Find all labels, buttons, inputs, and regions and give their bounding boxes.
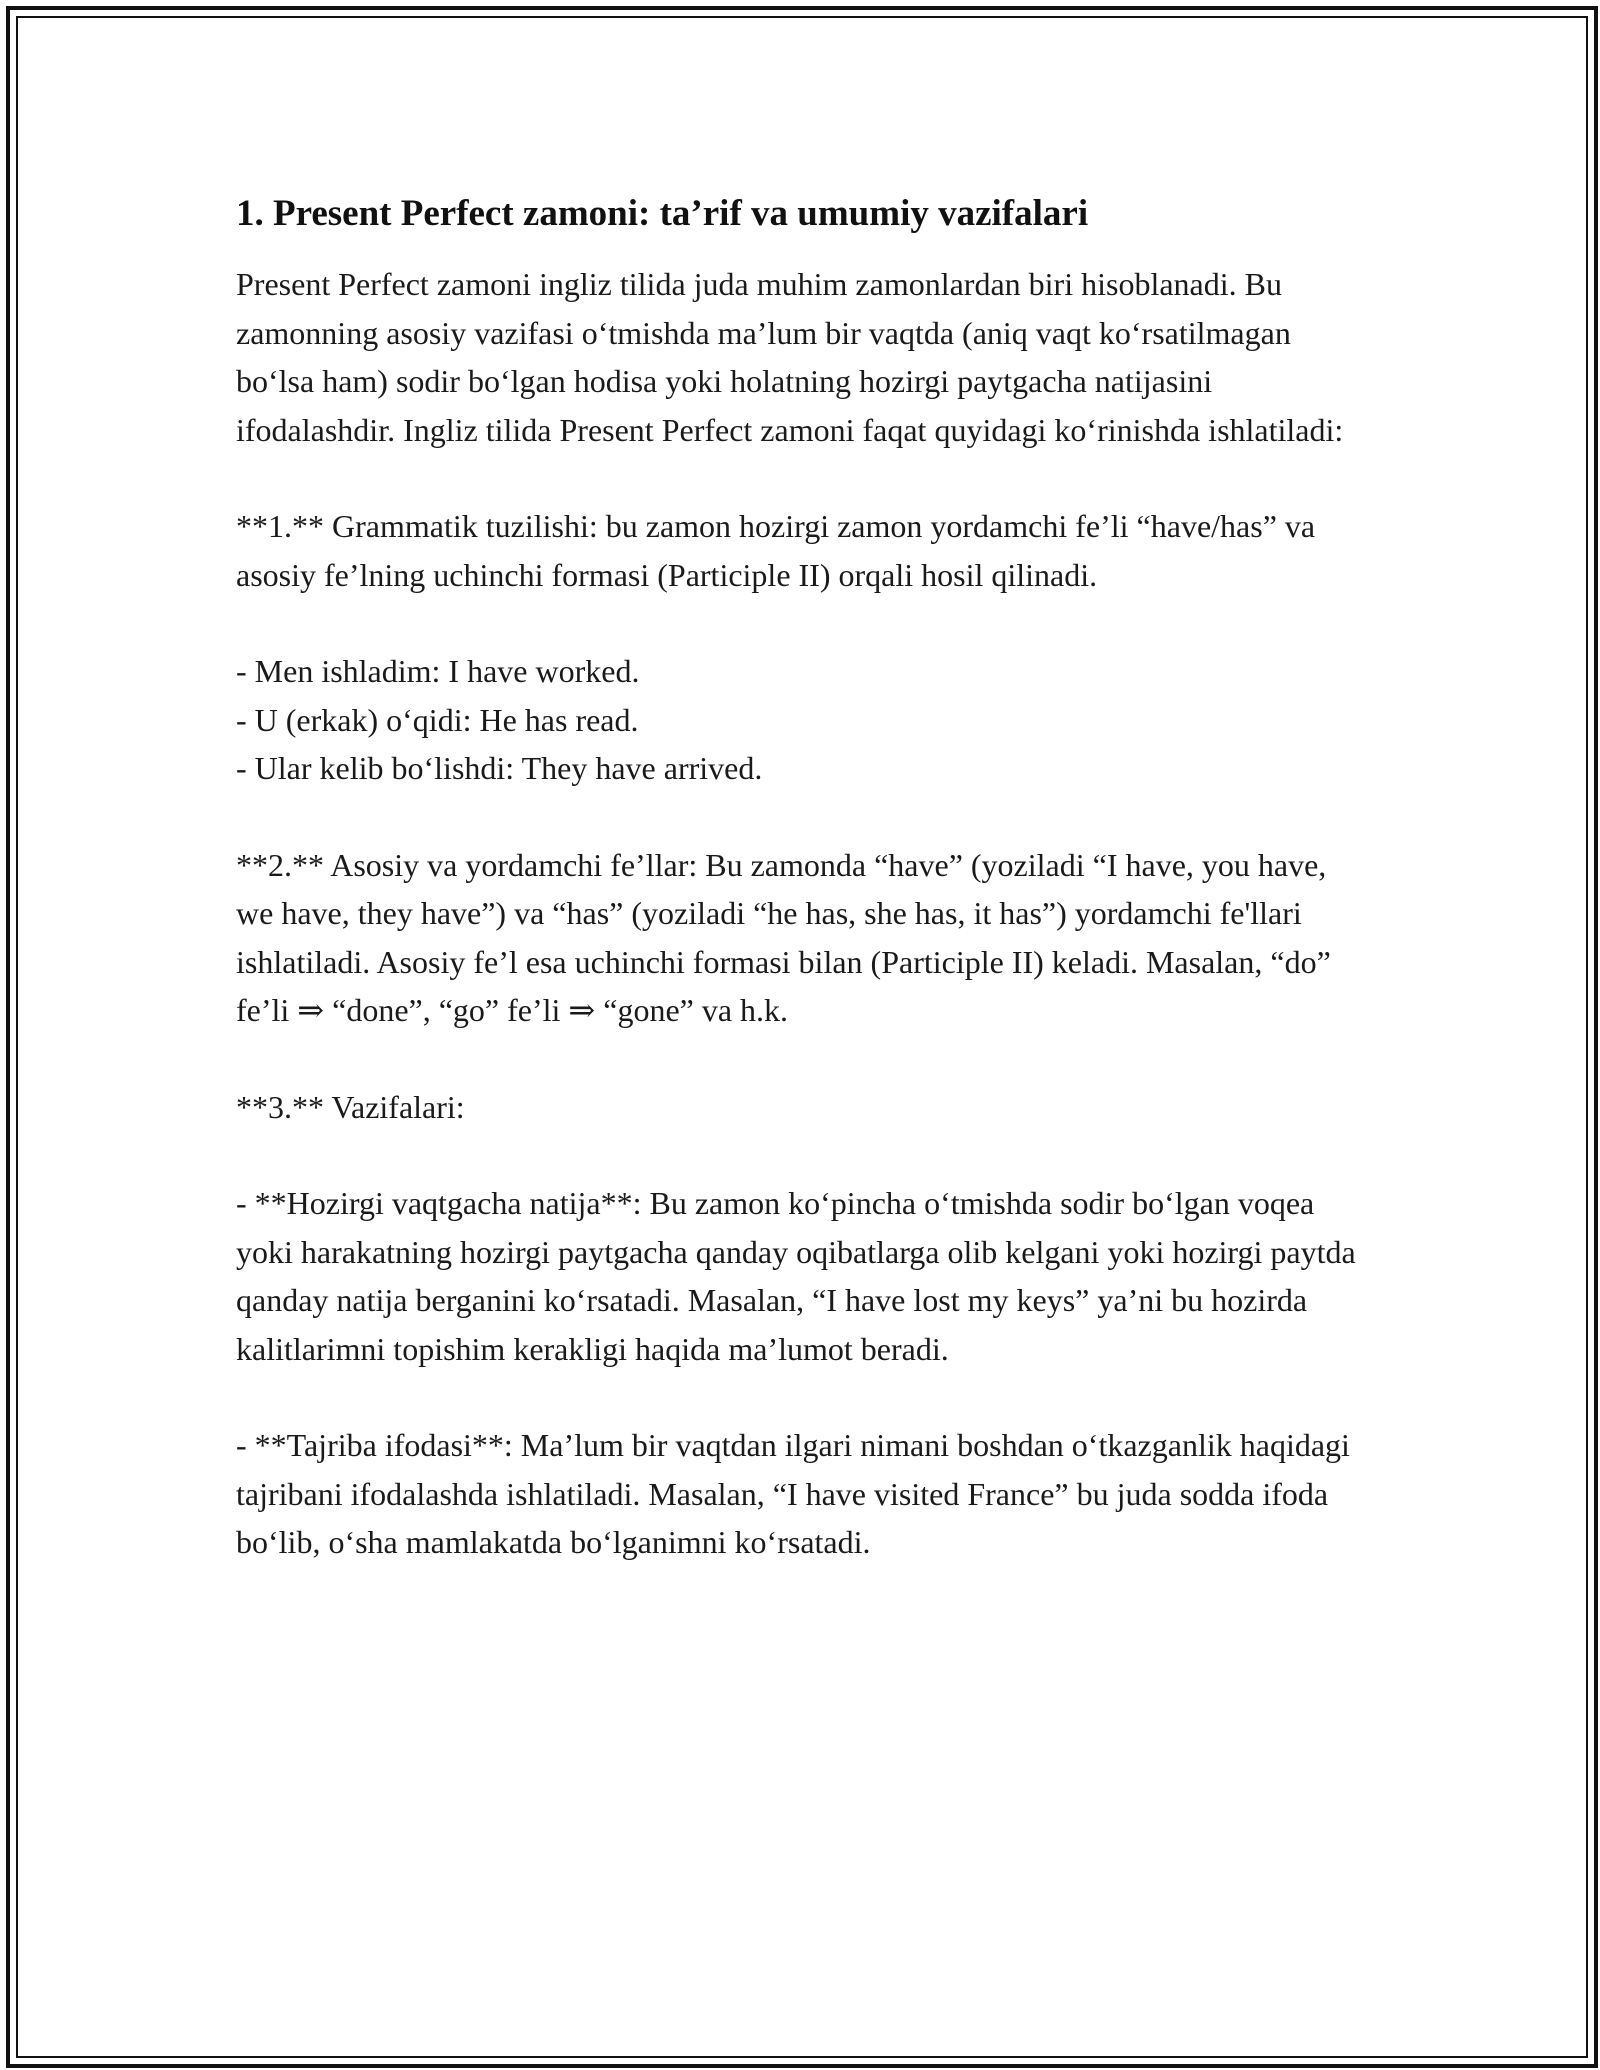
document-body (236, 188, 1366, 1615)
function-result-paragraph: - **Hozirgi vaqtgacha natija**: Bu zamon ko‘pincha o‘tmishda sodir bo‘lgan voqea yoki harakatning hozirgi paytgacha qanday oqibatlarga olib kelgani yoki hozirgi paytda qanday natija berganini ko‘rsatadi. Masalan, “I have lost my keys” ya’ni bu hozirda kalitlarimni topishim kerakligi haqida ma’lumot beradi. (236, 1185, 1356, 1367)
document-title: 1. Present Perfect zamoni: ta’rif va umumiy vazifalari (236, 193, 1089, 234)
list-item: - Men ishladim: I have worked. (236, 653, 640, 689)
list-item: - Ular kelib bo‘lishdi: They have arrived. (236, 750, 763, 786)
section-2-paragraph: **2.** Asosiy va yordamchi fe’llar: Bu zamonda “have” (yoziladi “I have, you have, we have, they have”) va “has” (yoziladi “he has, she has, it has”) yordamchi fe'llari ishlatiladi. Asosiy fe’l esa uchinchi formasi bilan (Participle II) keladi. Masalan, “do” fe’li ⇒ “done”, “go” fe’li ⇒ “gone” va h.k. (236, 846, 1331, 1028)
examples-list (236, 647, 1366, 793)
list-item: - U (erkak) o‘qidi: He has read. (236, 701, 639, 738)
intro-paragraph: Present Perfect zamoni ingliz tilida juda muhim zamonlardan biri hisoblanadi. Bu zamonning asosiy vazifasi o‘tmishda ma’lum bir vaqtda (aniq vaqt ko‘rsatilmagan bo‘lsa ham) sodir bo‘lgan hodisa yoki holatning hozirgi paytgacha natijasini ifodalashdir. Ingliz tilida Present Perfect zamoni faqat quyidagi ko‘rinishda ishlatiladi: (236, 266, 1344, 448)
section-3-heading: **3.** Vazifalari: (236, 1088, 465, 1125)
section-1-paragraph: **1.** Grammatik tuzilishi: bu zamon hozirgi zamon yordamchi fe’li “have/has” va asosiy fe’lning uchinchi formasi (Participle II) orqali hosil qilinadi. (236, 508, 1316, 593)
function-experience-paragraph: - **Tajriba ifodasi**: Ma’lum bir vaqtdan ilgari nimani boshdan o‘tkazganlik haqidagi tajribani ifodalashda ishlatiladi. Masalan, “I have visited France” bu juda sodda ifoda bo‘lib, o‘sha mamlakatda bo‘lganimni ko‘rsatadi. (236, 1427, 1350, 1560)
